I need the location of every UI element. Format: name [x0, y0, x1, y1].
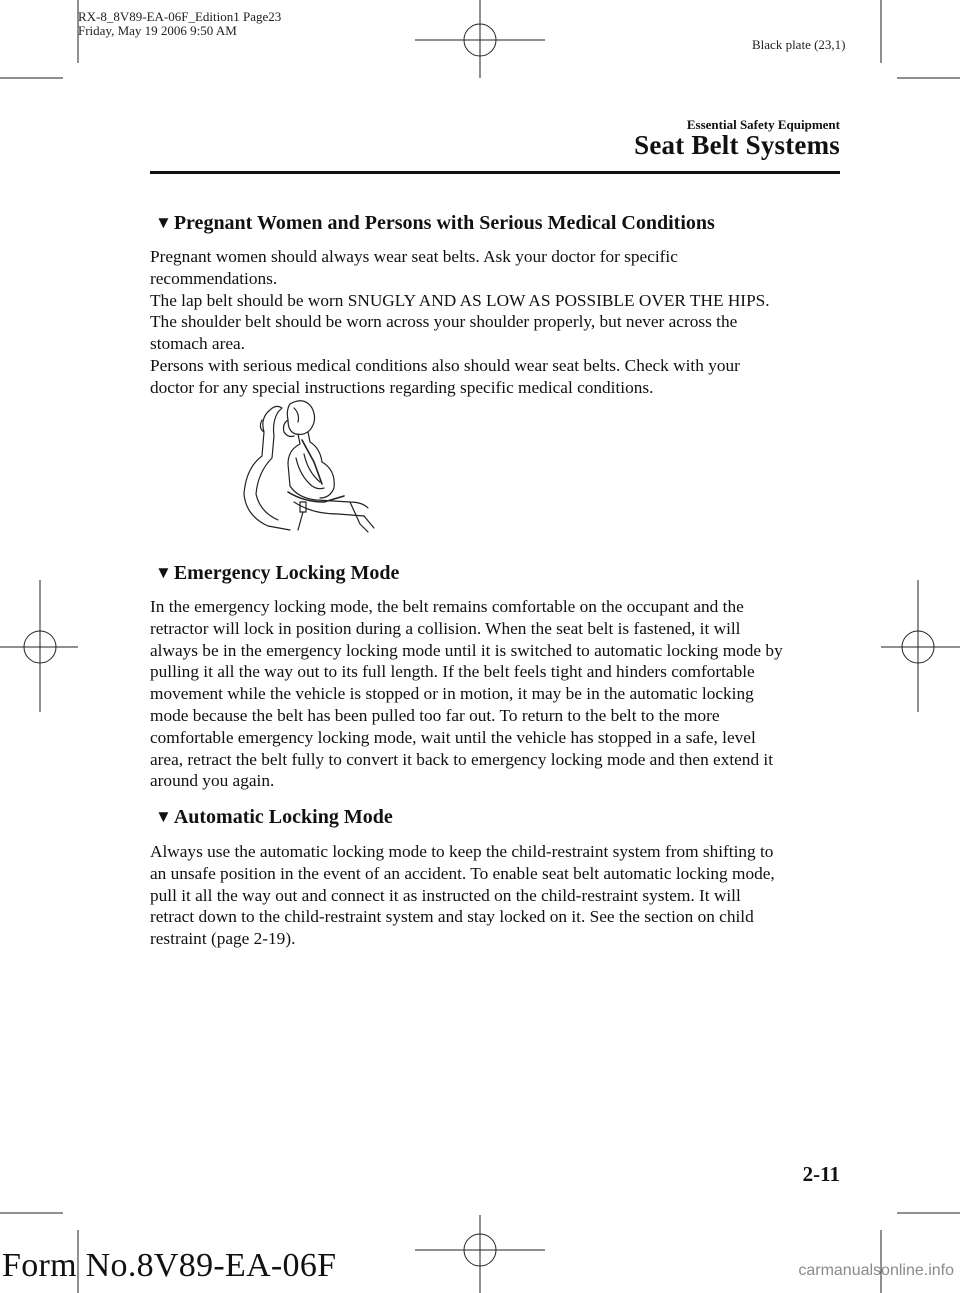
print-meta-file: RX-8_8V89-EA-06F_Edition1 Page23	[78, 9, 282, 24]
paragraph-pregnant-women	[150, 246, 842, 399]
heading-text: Emergency Locking Mode	[173, 562, 400, 584]
registration-mark-left	[0, 580, 78, 712]
text-line: Always use the automatic locking mode to keep the child-restraint system from shifting to	[150, 842, 774, 861]
print-metadata	[78, 10, 281, 38]
plate-label: Black plate (23,1)	[752, 37, 846, 52]
section-label: Essential Safety Equipment	[686, 117, 840, 132]
text-line: Persons with serious medical conditions also should wear seat belts. Check with your	[150, 355, 740, 375]
heading-automatic-locking	[155, 806, 393, 829]
triangle-marker-icon: ▼	[155, 807, 172, 826]
triangle-marker-icon: ▼	[155, 563, 172, 582]
triangle-marker-icon: ▼	[155, 213, 172, 232]
text-line: pulling it all the way out to its full length. If the belt feels tight and hinders comfortable	[150, 662, 755, 682]
registration-mark-bottom	[415, 1215, 545, 1293]
paragraph-automatic-locking	[150, 841, 842, 950]
text-line: mode because the belt has been pulled too far out. To return to the belt to the more	[150, 705, 720, 725]
text-line: comfortable emergency locking mode, wait until the vehicle has stopped in a safe, level	[150, 727, 756, 747]
text-line: retract down to the child-restraint system and stay locked on it. See the section on child	[150, 907, 754, 927]
text-line: movement while the vehicle is stopped or in motion, it may be in the automatic locking	[150, 684, 754, 704]
text-line: In the emergency locking mode, the belt remains comfortable on the occupant and the	[150, 597, 744, 616]
text-line: The shoulder belt should be worn across your shoulder properly, but never across the	[150, 312, 738, 332]
text-line: retractor will lock in position during a collision. When the seat belt is fastened, it will	[150, 618, 741, 638]
watermark: carmanualsonline.info	[798, 1262, 954, 1279]
paragraph-emergency-locking	[150, 596, 842, 792]
registration-mark-right	[881, 580, 960, 712]
form-number: Form No.8V89-EA-06F	[2, 1247, 337, 1284]
registration-mark-top	[415, 0, 545, 78]
pregnant-woman-seatbelt-illustration	[238, 398, 383, 538]
heading-text: Pregnant Women and Persons with Serious Medical Conditions	[173, 212, 715, 234]
text-line: doctor for any special instructions regarding specific medical conditions.	[150, 377, 654, 397]
text-line: an unsafe position in the event of an accident. To enable seat belt automatic locking mode,	[150, 863, 775, 883]
page-title: Seat Belt Systems	[634, 130, 840, 160]
title-rule	[150, 171, 840, 174]
text-line: always be in the emergency locking mode until it is switched to automatic locking mode by	[150, 640, 783, 660]
heading-emergency-locking	[155, 562, 399, 585]
print-meta-date: Friday, May 19 2006 9:50 AM	[78, 23, 237, 38]
text-line: The lap belt should be worn SNUGLY AND AS LOW AS POSSIBLE OVER THE HIPS.	[150, 290, 770, 310]
text-line: stomach area.	[150, 334, 245, 354]
text-line: restraint (page 2-19).	[150, 929, 296, 949]
page-number: 2-11	[802, 1162, 840, 1186]
text-line: pull it all the way out and connect it as instructed on the child-restraint system. It will	[150, 885, 741, 905]
text-line: area, retract the belt fully to convert it back to emergency locking mode and then extend it	[150, 749, 774, 769]
heading-pregnant-women	[155, 212, 715, 235]
text-line: Pregnant women should always wear seat belts. Ask your doctor for specific	[150, 247, 678, 266]
heading-text: Automatic Locking Mode	[173, 806, 393, 828]
text-line: recommendations.	[150, 268, 278, 288]
text-line: around you again.	[150, 771, 275, 791]
